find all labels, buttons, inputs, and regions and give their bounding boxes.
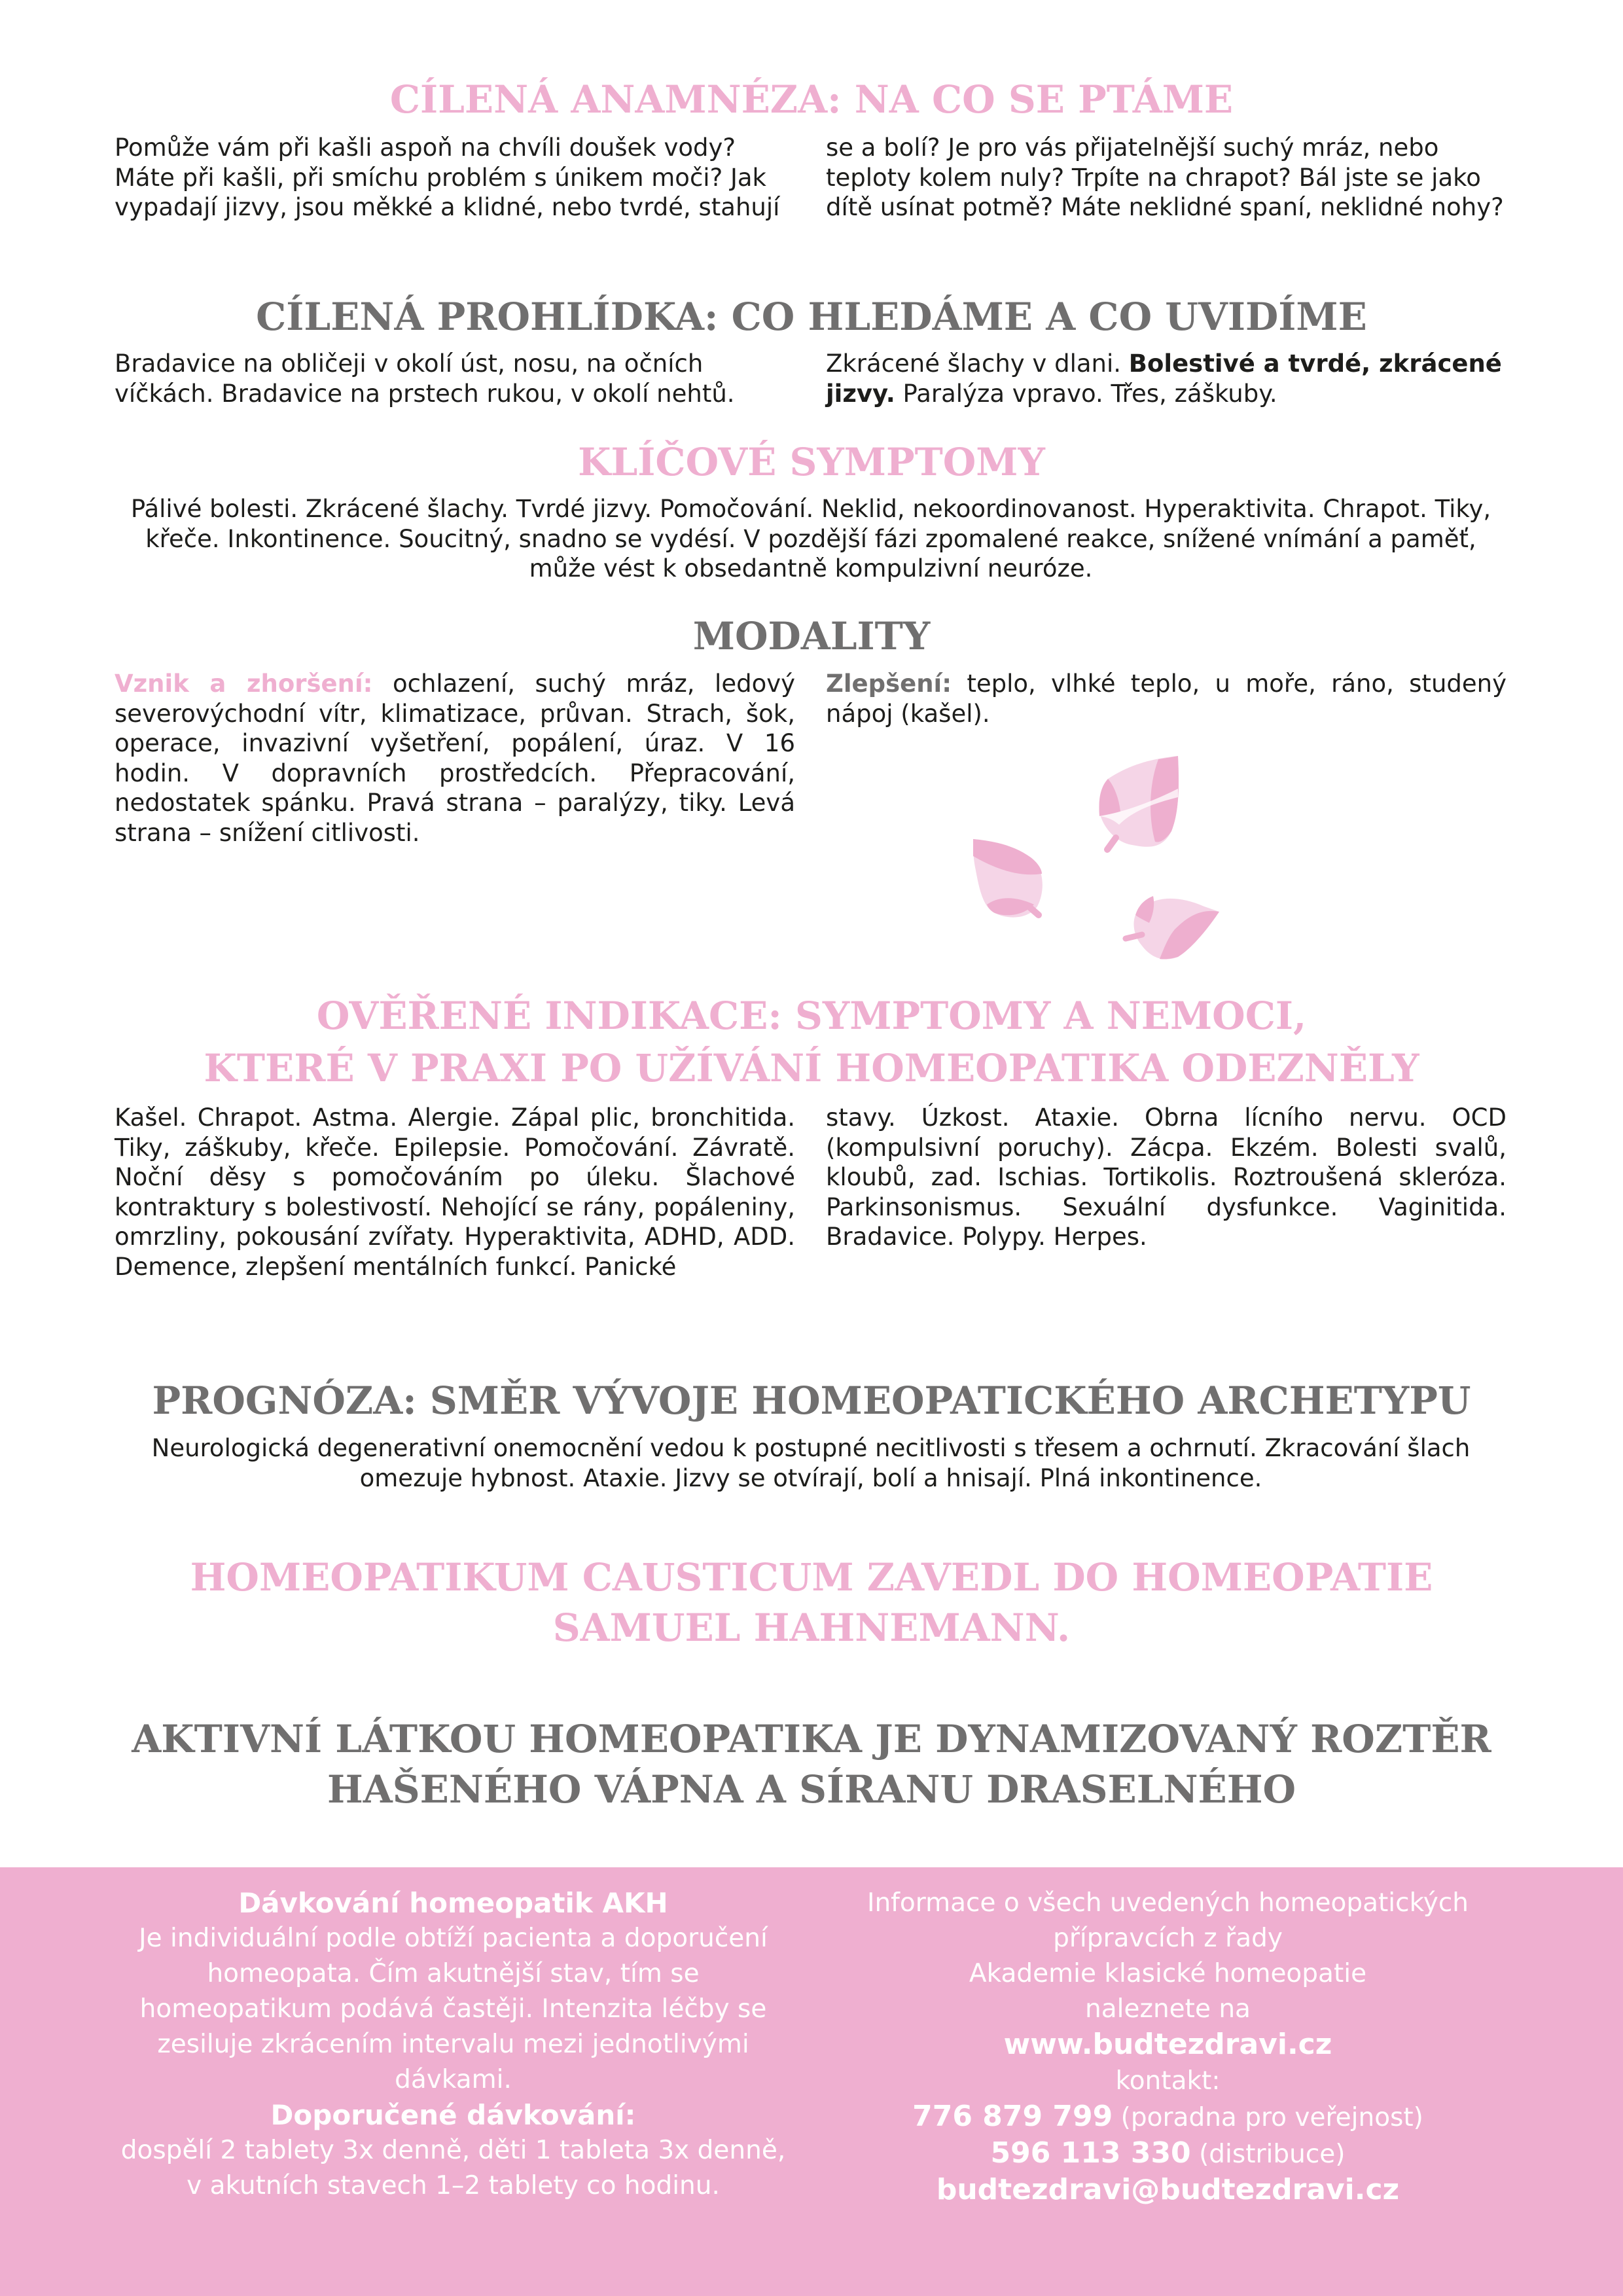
symptomy-title: KLÍČOVÉ SYMPTOMY [578,440,1045,484]
modality-worse [115,669,795,848]
phone-distribution-link[interactable]: 596 113 330 [990,2136,1191,2170]
phone-public [826,2099,1510,2136]
prohlidka-text-b: Paralýza vpravo. Třes, záškuby. [895,379,1277,408]
decorative-leaves [942,733,1230,969]
info-block [826,1886,1510,2209]
indikace-text-left: Kašel. Chrapot. Astma. Alergie. Zápal plic, bronchitida. Tiky, záškuby, křeče. Epilepsie. Pomočování. Závratě. Noční děsy s pomočováním po úleku. Šlachové kontraktury s bolestivostí. Nehojící se rány, popáleniny, omrzliny, pokousání zvířaty. Hyperaktivita, ADHD, ADD. Demence, zlepšení mentálních funkcí. Panické [115,1103,795,1281]
symptomy-text: Pálivé bolesti. Zkrácené šlachy. Tvrdé jizvy. Pomočování. Neklid, nekoordinovanost. Hyperaktivita. Chrapot. Tiky, křeče. Inkontinence. Soucitný, snadno se vydésí. V pozdější fázi zpomalené reakce, snížené vnímání a paměť, může vést k obsedantně kompulzivní neuróze. [130,495,1491,583]
phone-distribution [826,2136,1510,2172]
hahnemann-line2: SAMUEL HAHNEMANN. [552,1605,1071,1650]
anamneza-title: CÍLENÁ ANAMNÉZA: NA CO SE PTÁME [389,77,1234,122]
recommended-dosing-title: Doporučené dávkování: [270,2099,636,2131]
anamneza-text-right: se a bolí? Je pro vás přijatelnější suchý mráz, nebo teploty kolem nuly? Trpíte na chrapot? Bál jste se jako dítě usínat potmě? Máte neklidné spaní, neklidné nohy? [826,134,1504,221]
leaf-icon [973,839,1043,918]
modality-worse-label: Vznik a zhoršení: [115,670,373,698]
indikace-title-line1: OVĚŘENÉ INDIKACE: SYMPTOMY A NEMOCI, [316,994,1307,1038]
modality-better-text: teplo, vlhké teplo, u moře, ráno, studený nápoj (kašel). [826,670,1507,728]
leaf-icon [1099,756,1179,850]
modality-worse-text: ochlazení, suchý mráz, ledový severovýchodní vítr, klimatizace, průvan. Strach, šok, operace, invazivní vyšetření, popálení, úraz. V 16 hodin. V dopravních prostředcích. Přepracování, nedostatek spánku. Pravá strana – paralýzy, tiky. Levá strana – snížení citlivosti. [115,670,796,847]
phone-public-note: (poradna pro veřejnost) [1113,2103,1423,2132]
leaf-icon [1126,896,1219,960]
indikace-text-right: stavy. Úzkost. Ataxie. Obrna lícního nervu. OCD (kompulsivní poruchy). Zácpa. Ekzém. Bolesti svalů, kloubů, zad. Ischias. Tortikolis. Roztroušená skleróza. Parkinsonismus. Sexuální dysfunkce. Vaginitida. Bradavice. Polypy. Herpes. [826,1103,1507,1251]
prognoza-title: PROGNÓZA: SMĚR VÝVOJE HOMEOPATICKÉHO ARCHETYPU [152,1378,1471,1423]
prognoza-text: Neurologická degenerativní onemocnění vedou k postupné necitlivosti s třesem a ochrnutí. Zkracování šlach omezuje hybnost. Ataxie. Jizvy se otvírají, bolí a hnisají. Plná inkontinence. [151,1434,1471,1492]
aktivni-latka-line1: AKTIVNÍ LÁTKOU HOMEOPATIKA JE DYNAMIZOVANÝ ROZTĚR [132,1717,1491,1761]
prohlidka-text-a: Zkrácené šlachy v dlani. [826,350,1129,378]
modality-title: MODALITY [692,614,931,658]
email-link[interactable]: budtezdravi@budtezdravi.cz [936,2173,1400,2206]
prohlidka-text-left: Bradavice na obličeji v okolí úst, nosu, na očních víčkách. Bradavice na prstech rukou, v okolí nehtů. [115,350,735,408]
dosing-text: Je individuální podle obtíží pacienta a doporučení homeopata. Čím akutnější stav, tím se homeopatikum podává častěji. Intenzita léčby se zesiluje zkrácením intervalu mezi jednotlivými dávkami. [139,1924,768,2094]
info-line2: přípravcích z řady [1053,1924,1283,1953]
prohlidka-text-right [826,349,1507,408]
anamneza-text-left: Pomůže vám při kašli aspoň na chvíli doušek vody? Máte při kašli, při smíchu problém s únikem moči? Jak vypadají jizvy, jsou měkké a klidné, nebo tvrdé, stahují [115,134,780,221]
prohlidka-title: CÍLENÁ PROHLÍDKA: CO HLEDÁME A CO UVIDÍME [256,295,1367,339]
prohlidka-text-bold: Bolestivé a tvrdé, zkrácené jizvy. [826,350,1502,408]
info-line3: Akademie klasické homeopatie [969,1959,1367,1988]
modality-better [826,669,1507,728]
info-line4: naleznete na [1085,1994,1251,2024]
footer [0,1867,1623,2296]
info-line1: Informace o všech uvedených homeopatických [866,1888,1469,1918]
modality-better-label: Zlepšení: [826,670,952,698]
indikace-title-line2: KTERÉ V PRAXI PO UŽÍVÁNÍ HOMEOPATIKA ODEZNĚLY [204,1046,1419,1090]
website-link[interactable]: www.budtezdravi.cz [1003,2028,1332,2061]
hahnemann-line1: HOMEOPATIKUM CAUSTICUM ZAVEDL DO HOMEOPATIE [190,1555,1433,1600]
contact-label: kontakt: [1115,2066,1221,2096]
dosing-block [111,1886,795,2204]
aktivni-latka-line2: HAŠENÉHO VÁPNA A SÍRANU DRASELNÉHO [327,1767,1296,1812]
phone-public-link[interactable]: 776 879 799 [912,2100,1113,2133]
phone-distribution-note: (distribuce) [1190,2140,1346,2169]
dosing-title: Dávkování homeopatik AKH [238,1887,668,1919]
recommended-dosing-text: dospělí 2 tablety 3x denně, děti 1 tableta 3x denně, v akutních stavech 1–2 tablety co hodinu. [120,2136,786,2200]
